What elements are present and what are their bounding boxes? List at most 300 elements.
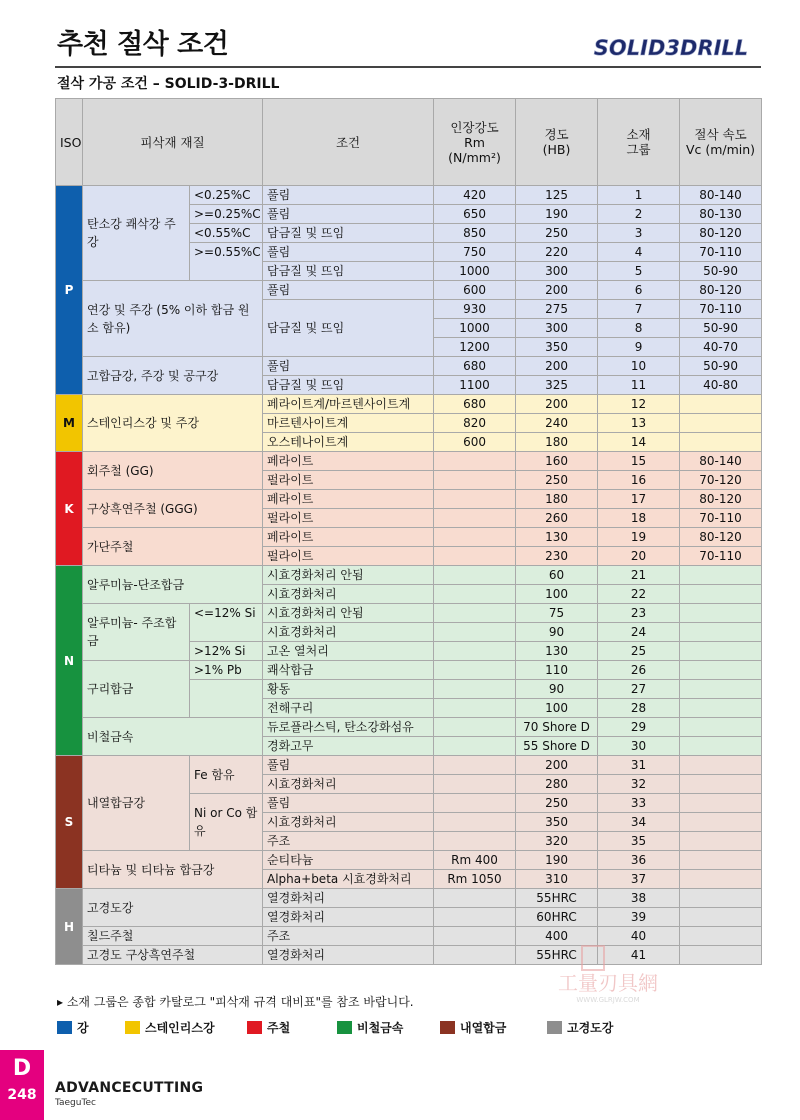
hardness-cell: 130 — [516, 642, 598, 661]
hardness-cell: 260 — [516, 509, 598, 528]
speed-cell: 70-110 — [680, 547, 762, 566]
speed-cell: 80-130 — [680, 205, 762, 224]
tensile-cell — [434, 680, 516, 699]
speed-cell: 50-90 — [680, 357, 762, 376]
condition-cell: 펄라이트 — [263, 547, 434, 566]
iso-k-cell: K — [56, 452, 83, 566]
hardness-cell: 125 — [516, 186, 598, 205]
group-cell: 14 — [598, 433, 680, 452]
tensile-cell — [434, 471, 516, 490]
tensile-cell — [434, 946, 516, 965]
speed-cell — [680, 566, 762, 585]
tensile-cell — [434, 547, 516, 566]
tensile-cell: 600 — [434, 433, 516, 452]
hardness-cell: 60 — [516, 566, 598, 585]
speed-cell: 80-140 — [680, 186, 762, 205]
tensile-cell: 850 — [434, 224, 516, 243]
group-cell: 31 — [598, 756, 680, 775]
legend-swatch-stainless — [125, 1021, 140, 1034]
col-header-group-line1: 소재 — [626, 127, 651, 142]
speed-cell — [680, 756, 762, 775]
hardness-cell: 110 — [516, 661, 598, 680]
hardness-cell: 250 — [516, 471, 598, 490]
condition-cell: 시효경화처리 안됨 — [263, 566, 434, 585]
speed-cell — [680, 908, 762, 927]
material-h1: 고경도강 — [83, 889, 263, 927]
condition-cell: 황동 — [263, 680, 434, 699]
tensile-cell — [434, 756, 516, 775]
watermark-logo — [538, 944, 678, 1006]
condition-cell: 경화고무 — [263, 737, 434, 756]
condition-cell: 열경화처리 — [263, 946, 434, 965]
condition-cell: 담금질 및 뜨임 — [263, 300, 434, 357]
tensile-cell: 820 — [434, 414, 516, 433]
solid3drill-logo-text: SOLID3DRILL — [593, 36, 749, 60]
hardness-cell: 250 — [516, 794, 598, 813]
hardness-cell: 180 — [516, 490, 598, 509]
hardness-cell: 200 — [516, 756, 598, 775]
tensile-cell: 1000 — [434, 262, 516, 281]
hardness-cell: 325 — [516, 376, 598, 395]
col-header-hardness — [516, 99, 598, 186]
group-cell: 5 — [598, 262, 680, 281]
group-cell: 9 — [598, 338, 680, 357]
tensile-cell — [434, 794, 516, 813]
tensile-cell — [434, 661, 516, 680]
tensile-cell: 1000 — [434, 319, 516, 338]
table-row — [56, 452, 762, 471]
group-cell: 26 — [598, 661, 680, 680]
sub-condition: Ni or Co 함유 — [190, 794, 263, 851]
speed-cell: 40-80 — [680, 376, 762, 395]
cutting-conditions-table — [55, 98, 762, 965]
condition-cell: 펄라이트 — [263, 509, 434, 528]
group-cell: 41 — [598, 946, 680, 965]
speed-cell: 80-120 — [680, 224, 762, 243]
hardness-cell: 90 — [516, 623, 598, 642]
hardness-cell: 130 — [516, 528, 598, 547]
hardness-cell: 250 — [516, 224, 598, 243]
hardness-cell: 350 — [516, 813, 598, 832]
legend — [57, 1019, 697, 1037]
tensile-cell: 750 — [434, 243, 516, 262]
tensile-cell — [434, 528, 516, 547]
taegutec-logo-text: TaeguTec — [55, 1098, 96, 1108]
col-header-group-line2: 그룹 — [626, 142, 651, 157]
group-cell: 38 — [598, 889, 680, 908]
legend-swatch-steel — [57, 1021, 72, 1034]
material-k2: 구상흑연주철 (GGG) — [83, 490, 263, 528]
condition-cell: 오스테나이트계 — [263, 433, 434, 452]
page-title: 추천 절삭 조건 — [57, 29, 229, 60]
hardness-cell: 300 — [516, 262, 598, 281]
col-header-speed-line2: Vc (m/min) — [685, 142, 756, 157]
condition-cell: 풀림 — [263, 794, 434, 813]
iso-p-cell: P — [56, 186, 83, 395]
table-row — [56, 186, 762, 205]
condition-cell: 펄라이트 — [263, 471, 434, 490]
group-cell: 13 — [598, 414, 680, 433]
tensile-cell — [434, 452, 516, 471]
table-row — [56, 927, 762, 946]
condition-cell: 풀림 — [263, 756, 434, 775]
tensile-cell: 680 — [434, 395, 516, 414]
material-s2: 티타늄 및 티타늄 합금강 — [83, 851, 263, 889]
watermark-text: 工量刃具網 — [558, 971, 658, 995]
tensile-cell: 930 — [434, 300, 516, 319]
legend-swatch-cast-iron — [247, 1021, 262, 1034]
hardness-cell: 190 — [516, 205, 598, 224]
solid3drill-logo — [578, 30, 764, 64]
speed-cell — [680, 642, 762, 661]
material-k3: 가단주철 — [83, 528, 263, 566]
legend-item-heat-resistant — [440, 1019, 506, 1037]
group-cell: 27 — [598, 680, 680, 699]
col-header-tensile-line1: 인장강도 — [450, 119, 499, 135]
hardness-cell: 200 — [516, 281, 598, 300]
tensile-cell — [434, 509, 516, 528]
group-cell: 23 — [598, 604, 680, 623]
table-row — [56, 604, 762, 623]
hardness-cell: 300 — [516, 319, 598, 338]
condition-cell: 풀림 — [263, 205, 434, 224]
col-header-speed — [680, 99, 762, 186]
group-cell: 25 — [598, 642, 680, 661]
hardness-cell: 220 — [516, 243, 598, 262]
table-row — [56, 718, 762, 737]
speed-cell: 80-120 — [680, 281, 762, 300]
legend-label: 주철 — [267, 1021, 291, 1035]
tensile-cell — [434, 604, 516, 623]
condition-cell: 듀로플라스틱, 탄소강화섬유 — [263, 718, 434, 737]
legend-label: 비철금속 — [357, 1021, 404, 1035]
legend-item-hardened — [547, 1019, 613, 1037]
tensile-cell: 420 — [434, 186, 516, 205]
material-h2: 칠드주철 — [83, 927, 263, 946]
col-header-material: 피삭재 재질 — [83, 99, 263, 186]
sub-condition-empty — [190, 680, 263, 718]
table-row — [56, 851, 762, 870]
tensile-cell: 1200 — [434, 338, 516, 357]
hardness-cell: 275 — [516, 300, 598, 319]
speed-cell — [680, 604, 762, 623]
hardness-cell: 280 — [516, 775, 598, 794]
tensile-cell: 1100 — [434, 376, 516, 395]
section-tab — [0, 1050, 44, 1120]
hardness-cell: 200 — [516, 395, 598, 414]
sub-condition: <0.25%C — [190, 186, 263, 205]
group-cell: 20 — [598, 547, 680, 566]
iso-m-cell: M — [56, 395, 83, 452]
speed-cell — [680, 737, 762, 756]
sub-condition: >=0.55%C — [190, 243, 263, 281]
hardness-cell: 75 — [516, 604, 598, 623]
tensile-cell — [434, 490, 516, 509]
condition-cell: 풀림 — [263, 281, 434, 300]
condition-cell: 열경화처리 — [263, 908, 434, 927]
hardness-cell: 100 — [516, 585, 598, 604]
iso-n-cell: N — [56, 566, 83, 756]
speed-cell — [680, 661, 762, 680]
tensile-cell — [434, 927, 516, 946]
speed-cell: 70-110 — [680, 509, 762, 528]
material-p3: 고합금강, 주강 및 공구강 — [83, 357, 263, 395]
hardness-cell: 190 — [516, 851, 598, 870]
condition-cell: 주조 — [263, 927, 434, 946]
group-cell: 8 — [598, 319, 680, 338]
tensile-cell — [434, 566, 516, 585]
group-cell: 16 — [598, 471, 680, 490]
material-m1: 스테인리스강 및 주강 — [83, 395, 263, 452]
legend-swatch-nonferrous — [337, 1021, 352, 1034]
iso-h-cell: H — [56, 889, 83, 965]
speed-cell — [680, 395, 762, 414]
tensile-cell: Rm 1050 — [434, 870, 516, 889]
sub-condition: Fe 함유 — [190, 756, 263, 794]
speed-cell — [680, 813, 762, 832]
group-cell: 19 — [598, 528, 680, 547]
tensile-cell: 650 — [434, 205, 516, 224]
speed-cell — [680, 832, 762, 851]
col-header-hardness-line1: 경도 — [544, 127, 569, 142]
legend-label: 강 — [77, 1021, 89, 1035]
advance-cutting-logo — [55, 1074, 205, 1108]
group-cell: 2 — [598, 205, 680, 224]
tensile-cell — [434, 623, 516, 642]
condition-cell: 고온 열처리 — [263, 642, 434, 661]
group-cell: 17 — [598, 490, 680, 509]
group-cell: 35 — [598, 832, 680, 851]
group-cell: 15 — [598, 452, 680, 471]
tensile-cell — [434, 642, 516, 661]
material-n1: 알루미늄-단조합금 — [83, 566, 263, 604]
table-row — [56, 490, 762, 509]
table-row — [56, 357, 762, 376]
condition-cell: 페라이트 — [263, 528, 434, 547]
material-n2: 알루미늄- 주조합금 — [83, 604, 190, 661]
tensile-cell — [434, 889, 516, 908]
col-header-speed-line1: 절삭 속도 — [694, 127, 747, 142]
legend-item-nonferrous — [337, 1019, 403, 1037]
advance-cutting-logo-text: ADVANCECUTTING — [55, 1080, 203, 1096]
tensile-cell — [434, 737, 516, 756]
sub-condition: >=0.25%C — [190, 205, 263, 224]
hardness-cell: 400 — [516, 927, 598, 946]
hardness-cell: 100 — [516, 699, 598, 718]
group-cell: 3 — [598, 224, 680, 243]
table-row — [56, 528, 762, 547]
hardness-cell: 200 — [516, 357, 598, 376]
hardness-cell: 90 — [516, 680, 598, 699]
table-row — [56, 395, 762, 414]
speed-cell — [680, 718, 762, 737]
tensile-cell — [434, 775, 516, 794]
material-p2: 연강 및 주강 (5% 이하 합금 원소 함유) — [83, 281, 263, 357]
speed-cell: 40-70 — [680, 338, 762, 357]
legend-item-steel — [57, 1019, 89, 1037]
col-header-tensile-line2: Rm — [464, 134, 485, 150]
material-n4: 비철금속 — [83, 718, 263, 756]
table-row — [56, 566, 762, 585]
iso-s-cell: S — [56, 756, 83, 889]
group-cell: 28 — [598, 699, 680, 718]
speed-cell: 50-90 — [680, 262, 762, 281]
hardness-cell: 160 — [516, 452, 598, 471]
hardness-cell: 70 Shore D — [516, 718, 598, 737]
condition-cell: 풀림 — [263, 243, 434, 262]
condition-cell: 담금질 및 뜨임 — [263, 376, 434, 395]
material-n3: 구리합금 — [83, 661, 190, 718]
condition-cell: 페라이트계/마르텐사이트계 — [263, 395, 434, 414]
sub-condition: <=12% Si — [190, 604, 263, 642]
speed-cell: 80-120 — [680, 528, 762, 547]
speed-cell: 70-120 — [680, 471, 762, 490]
condition-cell: 페라이트 — [263, 452, 434, 471]
condition-cell: 시효경화처리 — [263, 623, 434, 642]
tensile-cell — [434, 832, 516, 851]
speed-cell — [680, 927, 762, 946]
sub-condition: >1% Pb — [190, 661, 263, 680]
speed-cell: 80-140 — [680, 452, 762, 471]
group-cell: 40 — [598, 927, 680, 946]
group-cell: 6 — [598, 281, 680, 300]
hardness-cell: 180 — [516, 433, 598, 452]
group-cell: 24 — [598, 623, 680, 642]
speed-cell: 50-90 — [680, 319, 762, 338]
group-cell: 34 — [598, 813, 680, 832]
group-cell: 30 — [598, 737, 680, 756]
speed-cell — [680, 680, 762, 699]
legend-item-cast-iron — [247, 1019, 290, 1037]
group-cell: 22 — [598, 585, 680, 604]
page-number: 248 — [7, 1087, 37, 1103]
legend-label: 내열합금 — [460, 1021, 507, 1035]
speed-cell — [680, 775, 762, 794]
speed-cell: 70-110 — [680, 300, 762, 319]
hardness-cell: 55HRC — [516, 889, 598, 908]
speed-cell: 70-110 — [680, 243, 762, 262]
material-s1: 내열합금강 — [83, 756, 190, 851]
subtitle: 절삭 가공 조건 – SOLID-3-DRILL — [57, 76, 280, 92]
col-header-group — [598, 99, 680, 186]
legend-label: 스테인리스강 — [145, 1021, 215, 1035]
hardness-cell: 350 — [516, 338, 598, 357]
section-letter: D — [12, 1056, 32, 1081]
hardness-cell: 310 — [516, 870, 598, 889]
condition-cell: 풀림 — [263, 186, 434, 205]
tensile-cell — [434, 699, 516, 718]
group-cell: 18 — [598, 509, 680, 528]
legend-swatch-hardened — [547, 1021, 562, 1034]
speed-cell — [680, 585, 762, 604]
watermark-url: WWW.GLRJW.COM — [576, 996, 640, 1004]
hardness-cell: 230 — [516, 547, 598, 566]
material-h3: 고경도 구상흑연주철 — [83, 946, 263, 965]
condition-cell: 쾌삭합금 — [263, 661, 434, 680]
tensile-cell: 680 — [434, 357, 516, 376]
tensile-cell — [434, 585, 516, 604]
speed-cell — [680, 870, 762, 889]
hardness-cell: 55 Shore D — [516, 737, 598, 756]
group-cell: 11 — [598, 376, 680, 395]
condition-cell: 주조 — [263, 832, 434, 851]
legend-item-stainless — [125, 1019, 215, 1037]
tensile-cell — [434, 718, 516, 737]
hardness-cell: 55HRC — [516, 946, 598, 965]
group-cell: 32 — [598, 775, 680, 794]
tensile-cell: 600 — [434, 281, 516, 300]
group-cell: 4 — [598, 243, 680, 262]
group-cell: 36 — [598, 851, 680, 870]
tensile-cell — [434, 813, 516, 832]
speed-cell — [680, 889, 762, 908]
table-row — [56, 281, 762, 300]
condition-cell: 순티타늄 — [263, 851, 434, 870]
condition-cell: Alpha+beta 시효경화처리 — [263, 870, 434, 889]
condition-cell: 시효경화처리 — [263, 775, 434, 794]
group-cell: 39 — [598, 908, 680, 927]
hardness-cell: 60HRC — [516, 908, 598, 927]
condition-cell: 시효경화처리 — [263, 813, 434, 832]
material-p1: 탄소강 쾌삭강 주강 — [83, 186, 190, 281]
col-header-tensile-line3: (N/mm²) — [448, 149, 501, 165]
condition-cell: 시효경화처리 안됨 — [263, 604, 434, 623]
speed-cell — [680, 946, 762, 965]
title-rule — [55, 66, 761, 68]
table-row — [56, 661, 762, 680]
sub-condition: >12% Si — [190, 642, 263, 661]
hardness-cell: 320 — [516, 832, 598, 851]
footnote: ▸ 소재 그룹은 종합 카탈로그 "피삭재 규격 대비표"를 참조 바랍니다. — [57, 995, 414, 1009]
group-cell: 7 — [598, 300, 680, 319]
table-header-row — [56, 99, 762, 186]
condition-cell: 전해구리 — [263, 699, 434, 718]
group-cell: 10 — [598, 357, 680, 376]
group-cell: 21 — [598, 566, 680, 585]
speed-cell — [680, 851, 762, 870]
group-cell: 1 — [598, 186, 680, 205]
condition-cell: 담금질 및 뜨임 — [263, 224, 434, 243]
table-row — [56, 889, 762, 908]
speed-cell — [680, 433, 762, 452]
group-cell: 29 — [598, 718, 680, 737]
condition-cell: 페라이트 — [263, 490, 434, 509]
col-header-iso: ISO — [56, 99, 83, 186]
legend-swatch-heat-resistant — [440, 1021, 455, 1034]
group-cell: 37 — [598, 870, 680, 889]
col-header-tensile — [434, 99, 516, 186]
col-header-condition: 조건 — [263, 99, 434, 186]
speed-cell: 80-120 — [680, 490, 762, 509]
condition-cell: 시효경화처리 — [263, 585, 434, 604]
tensile-cell — [434, 908, 516, 927]
sub-condition: <0.55%C — [190, 224, 263, 243]
speed-cell — [680, 623, 762, 642]
group-cell: 12 — [598, 395, 680, 414]
condition-cell: 풀림 — [263, 357, 434, 376]
condition-cell: 마르텐사이트계 — [263, 414, 434, 433]
tensile-cell: Rm 400 — [434, 851, 516, 870]
condition-cell: 담금질 및 뜨임 — [263, 262, 434, 281]
legend-label: 고경도강 — [567, 1021, 614, 1035]
hardness-cell: 240 — [516, 414, 598, 433]
col-header-hardness-line2: (HB) — [542, 142, 571, 157]
group-cell: 33 — [598, 794, 680, 813]
table-row — [56, 756, 762, 775]
speed-cell — [680, 414, 762, 433]
speed-cell — [680, 794, 762, 813]
condition-cell: 열경화처리 — [263, 889, 434, 908]
